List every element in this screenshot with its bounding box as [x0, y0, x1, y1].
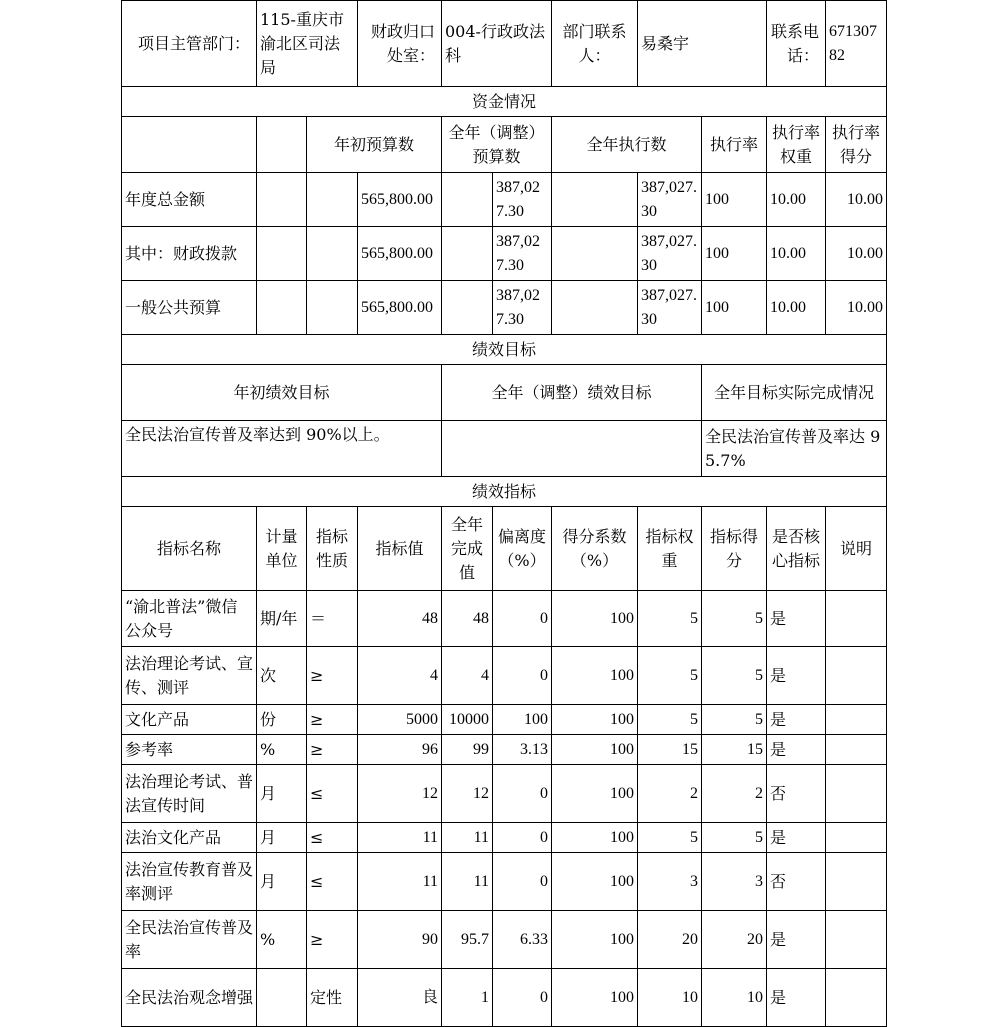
ind-deviation: 6.33	[493, 911, 552, 969]
funds-executed: 387,027.30	[638, 281, 702, 335]
ind-score: 5	[702, 823, 767, 853]
funds-row	[122, 227, 887, 281]
ind-value: 5000	[358, 705, 442, 735]
ind-completed: 12	[442, 765, 493, 823]
ind-weight: 3	[638, 853, 702, 911]
ind-deviation: 0	[493, 591, 552, 647]
ind-header-completed: 全年完成值	[442, 507, 493, 591]
funds-initial: 565,800.00	[358, 281, 442, 335]
ind-core: 是	[767, 911, 826, 969]
ind-nature: ≤	[307, 765, 358, 823]
ind-note	[826, 705, 887, 735]
ind-score: 2	[702, 765, 767, 823]
ind-unit: 月	[257, 765, 307, 823]
empty-cell	[257, 281, 307, 335]
ind-name: 文化产品	[122, 705, 257, 735]
performance-table	[121, 0, 887, 1027]
funds-col-adjusted: 全年（调整）预算数	[442, 117, 552, 173]
funds-weight: 10.00	[767, 173, 826, 227]
ind-coef: 100	[552, 591, 638, 647]
funds-col-weight: 执行率权重	[767, 117, 826, 173]
empty-cell	[257, 173, 307, 227]
ind-header-score: 指标得分	[702, 507, 767, 591]
funds-weight: 10.00	[767, 227, 826, 281]
funds-header-row	[122, 117, 887, 173]
empty-cell	[442, 281, 493, 335]
ind-name: 全民法治宣传普及率	[122, 911, 257, 969]
table-row	[122, 969, 887, 1027]
table-row	[122, 705, 887, 735]
ind-value: 良	[358, 969, 442, 1027]
funds-score: 10.00	[826, 173, 887, 227]
ind-note	[826, 591, 887, 647]
funds-rate: 100	[702, 227, 767, 281]
funds-col-rate: 执行率	[702, 117, 767, 173]
ind-value: 48	[358, 591, 442, 647]
ind-completed: 4	[442, 647, 493, 705]
funds-header-blank-2	[257, 117, 307, 173]
table-row	[122, 853, 887, 911]
ind-score: 5	[702, 591, 767, 647]
ind-header-unit: 计量单位	[257, 507, 307, 591]
empty-cell	[442, 227, 493, 281]
funds-col-score: 执行率得分	[826, 117, 887, 173]
ind-deviation: 0	[493, 853, 552, 911]
ind-core: 否	[767, 853, 826, 911]
table-row	[122, 735, 887, 765]
goals-initial-text: 全民法治宣传普及率达到 90%以上。	[122, 421, 442, 477]
ind-unit: 月	[257, 853, 307, 911]
ind-weight: 5	[638, 591, 702, 647]
ind-name: 法治理论考试、普法宣传时间	[122, 765, 257, 823]
ind-coef: 100	[552, 969, 638, 1027]
ind-nature: 定性	[307, 969, 358, 1027]
ind-deviation: 0	[493, 765, 552, 823]
ind-core: 是	[767, 705, 826, 735]
goals-col-initial: 年初绩效目标	[122, 365, 442, 421]
ind-unit: 月	[257, 823, 307, 853]
ind-header-weight: 指标权重	[638, 507, 702, 591]
ind-unit: %	[257, 911, 307, 969]
ind-deviation: 0	[493, 823, 552, 853]
ind-score: 20	[702, 911, 767, 969]
funds-row	[122, 281, 887, 335]
ind-core: 否	[767, 765, 826, 823]
funds-executed: 387,027.30	[638, 173, 702, 227]
ind-core: 是	[767, 647, 826, 705]
funds-score: 10.00	[826, 281, 887, 335]
ind-value: 12	[358, 765, 442, 823]
goals-adjusted-text	[442, 421, 702, 477]
funds-col-initial: 年初预算数	[307, 117, 442, 173]
ind-note	[826, 911, 887, 969]
funds-adjusted: 387,027.30	[493, 281, 552, 335]
ind-weight: 2	[638, 765, 702, 823]
ind-name: 法治宣传教育普及率测评	[122, 853, 257, 911]
ind-nature: ≥	[307, 647, 358, 705]
goals-row	[122, 421, 887, 477]
ind-coef: 100	[552, 853, 638, 911]
ind-header-note: 说明	[826, 507, 887, 591]
ind-weight: 5	[638, 647, 702, 705]
dept-value: 115-重庆市渝北区司法局	[257, 1, 358, 87]
goals-actual-text: 全民法治宣传普及率达 95.7%	[702, 421, 887, 477]
ind-core: 是	[767, 591, 826, 647]
ind-header-core: 是否核心指标	[767, 507, 826, 591]
contact-value: 易桑宇	[638, 1, 767, 87]
ind-note	[826, 765, 887, 823]
table-row	[122, 911, 887, 969]
ind-coef: 100	[552, 647, 638, 705]
phone-label: 联系电话：	[767, 1, 826, 87]
ind-completed: 1	[442, 969, 493, 1027]
ind-deviation: 3.13	[493, 735, 552, 765]
funds-row-label: 年度总金额	[122, 173, 257, 227]
funds-header-blank	[122, 117, 257, 173]
funds-col-executed: 全年执行数	[552, 117, 702, 173]
ind-name: 法治理论考试、宣传、测评	[122, 647, 257, 705]
empty-cell	[552, 281, 638, 335]
ind-note	[826, 647, 887, 705]
funds-row-label: 其中：财政拨款	[122, 227, 257, 281]
goals-section-title: 绩效目标	[122, 335, 887, 365]
office-label: 财政归口处室：	[358, 1, 442, 87]
ind-nature: ≤	[307, 823, 358, 853]
ind-unit: %	[257, 735, 307, 765]
table-row	[122, 823, 887, 853]
funds-initial: 565,800.00	[358, 173, 442, 227]
phone-value: 67130782	[826, 1, 887, 87]
goals-col-actual: 全年目标实际完成情况	[702, 365, 887, 421]
ind-completed: 99	[442, 735, 493, 765]
ind-weight: 15	[638, 735, 702, 765]
funds-section-title: 资金情况	[122, 87, 887, 117]
ind-core: 是	[767, 823, 826, 853]
ind-weight: 5	[638, 823, 702, 853]
ind-completed: 95.7	[442, 911, 493, 969]
office-value: 004-行政政法科	[442, 1, 552, 87]
ind-score: 3	[702, 853, 767, 911]
contact-label: 部门联系人：	[552, 1, 638, 87]
ind-name: 法治文化产品	[122, 823, 257, 853]
funds-rate: 100	[702, 173, 767, 227]
ind-header-deviation: 偏离度（%）	[493, 507, 552, 591]
table-row	[122, 591, 887, 647]
ind-name: “渝北普法”微信公众号	[122, 591, 257, 647]
funds-row-label: 一般公共预算	[122, 281, 257, 335]
ind-deviation: 100	[493, 705, 552, 735]
ind-note	[826, 735, 887, 765]
empty-cell	[307, 173, 358, 227]
ind-value: 11	[358, 853, 442, 911]
ind-note	[826, 853, 887, 911]
ind-coef: 100	[552, 705, 638, 735]
ind-note	[826, 969, 887, 1027]
funds-score: 10.00	[826, 227, 887, 281]
ind-completed: 11	[442, 823, 493, 853]
ind-value: 96	[358, 735, 442, 765]
ind-header-value: 指标值	[358, 507, 442, 591]
ind-coef: 100	[552, 735, 638, 765]
goals-header-row	[122, 365, 887, 421]
ind-header-coef: 得分系数（%）	[552, 507, 638, 591]
indicators-header-row	[122, 507, 887, 591]
ind-coef: 100	[552, 911, 638, 969]
goals-col-adjusted: 全年（调整）绩效目标	[442, 365, 702, 421]
ind-header-nature: 指标性质	[307, 507, 358, 591]
table-row	[122, 647, 887, 705]
ind-note	[826, 823, 887, 853]
ind-weight: 20	[638, 911, 702, 969]
ind-deviation: 0	[493, 647, 552, 705]
ind-score: 5	[702, 705, 767, 735]
ind-unit: 份	[257, 705, 307, 735]
ind-completed: 11	[442, 853, 493, 911]
ind-nature: ≥	[307, 911, 358, 969]
empty-cell	[307, 281, 358, 335]
funds-adjusted: 387,027.30	[493, 173, 552, 227]
empty-cell	[552, 173, 638, 227]
funds-weight: 10.00	[767, 281, 826, 335]
ind-score: 5	[702, 647, 767, 705]
header-row	[122, 1, 887, 87]
funds-adjusted: 387,027.30	[493, 227, 552, 281]
ind-header-name: 指标名称	[122, 507, 257, 591]
ind-value: 4	[358, 647, 442, 705]
ind-value: 90	[358, 911, 442, 969]
ind-unit: 期/年	[257, 591, 307, 647]
table-row	[122, 765, 887, 823]
empty-cell	[257, 227, 307, 281]
ind-score: 10	[702, 969, 767, 1027]
ind-nature: ＝	[307, 591, 358, 647]
ind-deviation: 0	[493, 969, 552, 1027]
empty-cell	[442, 173, 493, 227]
ind-score: 15	[702, 735, 767, 765]
funds-executed: 387,027.30	[638, 227, 702, 281]
ind-weight: 5	[638, 705, 702, 735]
empty-cell	[307, 227, 358, 281]
ind-coef: 100	[552, 823, 638, 853]
ind-name: 全民法治观念增强	[122, 969, 257, 1027]
ind-unit: 次	[257, 647, 307, 705]
ind-nature: ≥	[307, 705, 358, 735]
ind-name: 参考率	[122, 735, 257, 765]
ind-weight: 10	[638, 969, 702, 1027]
funds-row	[122, 173, 887, 227]
ind-value: 11	[358, 823, 442, 853]
dept-label: 项目主管部门：	[122, 1, 257, 87]
ind-core: 是	[767, 735, 826, 765]
ind-completed: 48	[442, 591, 493, 647]
funds-rate: 100	[702, 281, 767, 335]
ind-completed: 10000	[442, 705, 493, 735]
indicators-section-title: 绩效指标	[122, 477, 887, 507]
ind-nature: ≤	[307, 853, 358, 911]
ind-core: 是	[767, 969, 826, 1027]
ind-coef: 100	[552, 765, 638, 823]
ind-nature: ≥	[307, 735, 358, 765]
funds-initial: 565,800.00	[358, 227, 442, 281]
ind-unit	[257, 969, 307, 1027]
empty-cell	[552, 227, 638, 281]
